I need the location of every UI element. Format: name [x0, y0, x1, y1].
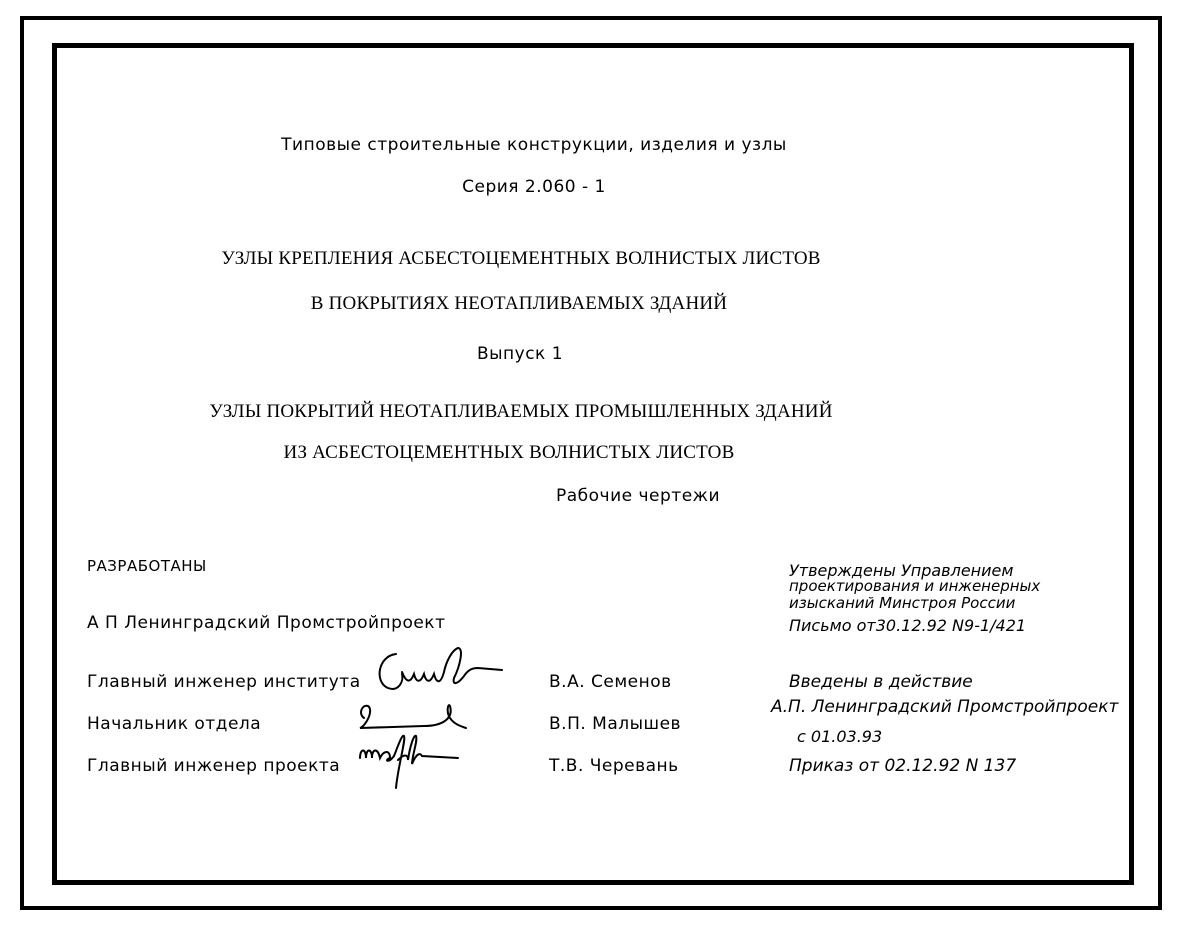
issue-title-line-1: УЗЛЫ ПОКРЫТИЙ НЕОТАПЛИВАЕМЫХ ПРОМЫШЛЕННЫХ ЗДАНИЙ — [209, 401, 833, 422]
order-number: Приказ от 02.12.92 N 137 — [789, 756, 1017, 776]
title-line-2: В ПОКРЫТИЯХ НЕОТАПЛИВАЕМЫХ ЗДАНИЙ — [310, 293, 728, 314]
staff-name-1: В.А. Семенов — [549, 672, 672, 692]
developed-org: А П Ленинградский Промстройпроект — [87, 613, 446, 633]
staff-role-1: Главный инженер института — [87, 672, 361, 692]
working-drawings: Рабочие чертежи — [556, 486, 721, 506]
enacted-org: А.П. Ленинградский Промстройпроект — [771, 697, 1119, 717]
series-number: Серия 2.060 - 1 — [462, 177, 606, 197]
issue-title-line-2: ИЗ АСБЕСТОЦЕМЕНТНЫХ ВОЛНИСТЫХ ЛИСТОВ — [283, 442, 735, 463]
staff-role-3: Главный инженер проекта — [87, 756, 341, 776]
developed-label: РАЗРАБОТАНЫ — [87, 557, 207, 575]
approved-line-1: Утверждены Управлением — [789, 561, 1014, 580]
enacted-date: с 01.03.93 — [797, 727, 883, 746]
title-line-1: УЗЛЫ КРЕПЛЕНИЯ АСБЕСТОЦЕМЕНТНЫХ ВОЛНИСТЫХ ЛИСТОВ — [221, 248, 821, 269]
approval-letter: Письмо от30.12.92 N9-1/421 — [789, 616, 1027, 635]
approved-line-3: изысканий Минстроя России — [789, 594, 1016, 612]
issue-number: Выпуск 1 — [476, 344, 564, 364]
staff-name-2: В.П. Малышев — [549, 714, 682, 734]
staff-role-2: Начальник отдела — [87, 714, 262, 734]
enacted-label: Введены в действие — [789, 672, 973, 692]
signature-1 — [368, 642, 508, 702]
series-title: Типовые строительные конструкции, изделия и узлы — [281, 135, 787, 155]
approved-line-2: проектирования и инженерных — [789, 577, 1041, 595]
signature-3 — [354, 726, 464, 792]
staff-name-3: Т.В. Черевань — [549, 756, 679, 776]
